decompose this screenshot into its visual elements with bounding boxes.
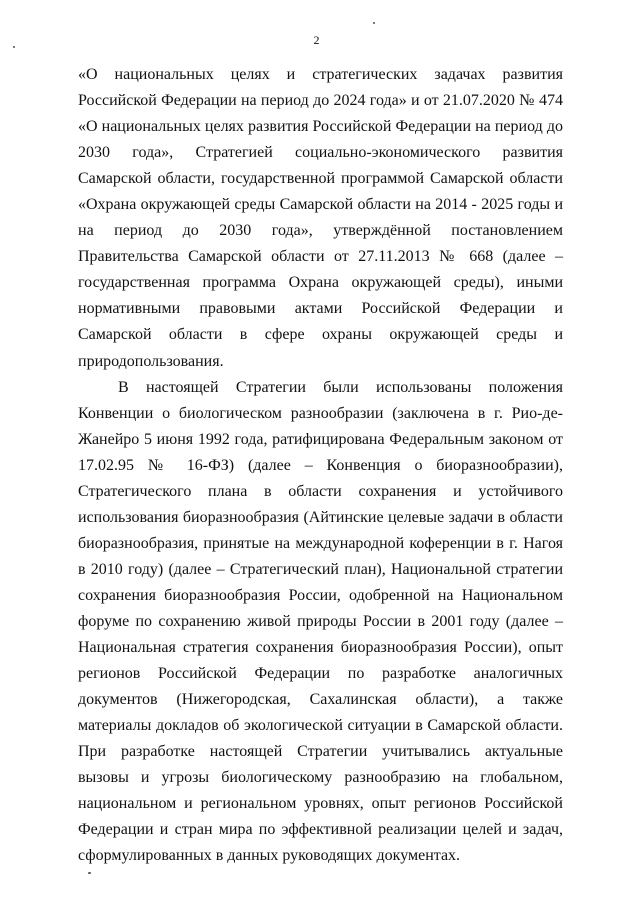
- paragraph-sources: В настоящей Стратегии были использованы положения Конвенции о биологическом разнообразии (заключена в г. Рио-де-Жанейро 5 июня 1992 года, ратифицирована Федеральным законом от 17.02.95 № 16-ФЗ) (далее – Конвенция о биоразнообразии), Стратегического плана в области сохранения и устойчивого использования биоразнообразия (Айтинские целевые задачи в области биоразнообразия, принятые на международной коференции в г. Нагоя в 2010 году) (далее – Стратегический план), Национальной стратегии сохранения биоразнообразия России, одобренной на Национальном форуме по сохранению живой природы России в 2001 году (далее – Национальная стратегия сохранения биоразнообразия России), опыт регионов Российской Федерации по разработке аналогичных документов (Нижегородская, Сахалинская области), а также материалы докладов об экологической ситуации в Самарской области. При разработке настоящей Стратегии учитывались актуальные вызовы и угрозы биологическому разнообразию на глобальном, национальном и региональном уровнях, опыт регионов Российской Федерации и стран мира по эффективной реализации целей и задач, сформулированных в данных руководящих документах.: [78, 378, 563, 865]
- scan-speck: [373, 22, 375, 24]
- page-number: 2: [313, 33, 320, 47]
- paragraph-continuation: «О национальных целях и стратегических задачах развития Российской Федерации на период до 2024 года» и от 21.07.2020 № 474 «О национальных целях развития Российской Федерации на период до 2030 года», Стратегией социально-экономического развития Самарской области, государственной программой Самарской области «Охрана окружающей среды Самарской области на 2014 - 2025 годы и на период до 2030 года», утверждённой постановлением Правительства Самарской области от 27.11.2013 № 668 (далее – государственная программа Охрана окружающей среды), иными нормативными правовыми актами Российской Федерации и Самарской области в сфере охраны окружающей среды и природопользования.: [78, 66, 563, 370]
- body-text: [78, 62, 563, 869]
- scan-speck: [88, 872, 91, 874]
